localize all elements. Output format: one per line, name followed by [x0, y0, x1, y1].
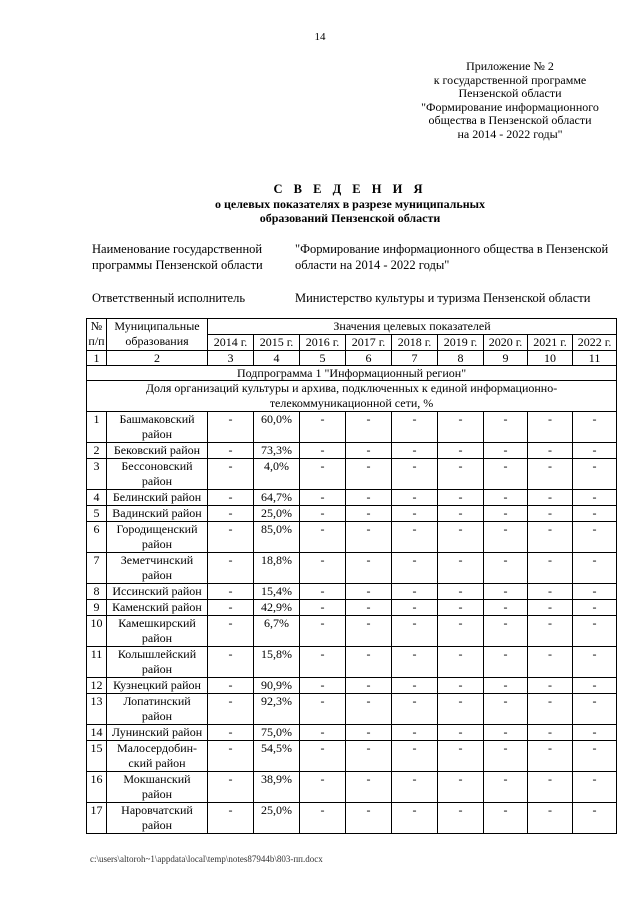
indicator-value: - — [484, 506, 528, 522]
column-number-cell: 5 — [300, 351, 346, 366]
indicator-value: - — [346, 522, 392, 553]
indicator-value: - — [300, 553, 346, 584]
municipality-name: Малосердобин-ский район — [107, 741, 208, 772]
indicator-value: - — [573, 412, 617, 443]
table-row — [87, 600, 617, 616]
header-year: 2014 г. — [208, 335, 254, 351]
table-row — [87, 412, 617, 443]
indicator-value: - — [392, 694, 438, 725]
header-year: 2020 г. — [484, 335, 528, 351]
row-number: 9 — [87, 600, 107, 616]
indicator-value: 6,7% — [254, 616, 300, 647]
column-number-cell: 6 — [346, 351, 392, 366]
row-number: 2 — [87, 443, 107, 459]
indicator-value: - — [300, 490, 346, 506]
indicator-value: - — [392, 647, 438, 678]
table-row — [87, 803, 617, 834]
municipality-name: Мокшанский район — [107, 772, 208, 803]
indicator-value: - — [300, 647, 346, 678]
indicator-value: - — [484, 741, 528, 772]
indicator-value: - — [438, 741, 484, 772]
subtitle-line-2: образований Пензенской области — [259, 210, 441, 225]
executor-label: Ответственный исполнитель — [92, 291, 246, 305]
indicator-value: 15,4% — [254, 584, 300, 600]
municipality-name: Иссинский район — [107, 584, 208, 600]
indicator-value: - — [392, 584, 438, 600]
indicator-value: - — [300, 772, 346, 803]
header-year: 2021 г. — [528, 335, 573, 351]
indicator-value: - — [392, 616, 438, 647]
indicator-value: - — [484, 459, 528, 490]
indicator-value: - — [346, 772, 392, 803]
indicator-value: - — [438, 694, 484, 725]
indicator-value: - — [300, 694, 346, 725]
header-number-line-2: п/п — [88, 334, 105, 348]
header-municipality — [107, 319, 208, 351]
municipality-name: Наровчатский район — [107, 803, 208, 834]
indicator-value: - — [438, 616, 484, 647]
indicator-value: - — [438, 772, 484, 803]
indicator-value: - — [208, 459, 254, 490]
header-number-line-1: № — [90, 319, 103, 333]
indicator-value: - — [392, 803, 438, 834]
indicator-value: - — [346, 741, 392, 772]
indicator-value: - — [208, 772, 254, 803]
indicator-value: - — [484, 725, 528, 741]
municipality-name: Башмаковский район — [107, 412, 208, 443]
indicator-value: - — [573, 616, 617, 647]
indicator-value: - — [484, 647, 528, 678]
indicator-value: - — [392, 506, 438, 522]
indicator-value: - — [528, 741, 573, 772]
row-number: 8 — [87, 584, 107, 600]
indicator-value: - — [438, 678, 484, 694]
indicator-value: 42,9% — [254, 600, 300, 616]
executor-value: Министерство культуры и туризма Пензенской области — [295, 291, 591, 305]
indicator-value: - — [528, 678, 573, 694]
indicator-value: 38,9% — [254, 772, 300, 803]
indicator-value: - — [528, 694, 573, 725]
column-number-cell: 1 — [87, 351, 107, 366]
indicator-value: - — [573, 506, 617, 522]
appendix-line: общества в Пензенской области — [428, 113, 592, 127]
indicator-value: - — [208, 584, 254, 600]
indicator-value: - — [346, 443, 392, 459]
header-year: 2018 г. — [392, 335, 438, 351]
indicator-value: - — [573, 725, 617, 741]
indicator-value: - — [484, 490, 528, 506]
row-number: 15 — [87, 741, 107, 772]
indicator-value: - — [300, 459, 346, 490]
row-number: 3 — [87, 459, 107, 490]
indicator-value: - — [528, 725, 573, 741]
indicator-value: - — [573, 741, 617, 772]
indicator-value: 73,3% — [254, 443, 300, 459]
table-row — [87, 678, 617, 694]
appendix-line: к государственной программе — [433, 72, 587, 87]
table-row — [87, 584, 617, 600]
indicator-value: - — [208, 553, 254, 584]
indicator-value: - — [208, 725, 254, 741]
indicator-value: - — [484, 803, 528, 834]
indicator-value: - — [346, 459, 392, 490]
indicator-value: - — [392, 490, 438, 506]
indicator-value: - — [528, 616, 573, 647]
indicator-value: 90,9% — [254, 678, 300, 694]
indicator-value: - — [438, 459, 484, 490]
table-row — [87, 725, 617, 741]
indicator-value: 92,3% — [254, 694, 300, 725]
municipality-name: Лунинский район — [107, 725, 208, 741]
indicator-value: 54,5% — [254, 741, 300, 772]
indicator-value: - — [346, 553, 392, 584]
program-value-line-2: области на 2014 - 2022 годы" — [295, 258, 450, 272]
indicator-value: 25,0% — [254, 803, 300, 834]
indicator-value: - — [392, 443, 438, 459]
appendix-line: на 2014 - 2022 годы" — [457, 126, 563, 141]
indicator-value: - — [438, 803, 484, 834]
indicator-title-line-1: Доля организаций культуры и архива, подключенных к единой информационно- — [145, 381, 558, 395]
table-row — [87, 616, 617, 647]
indicator-value: - — [208, 443, 254, 459]
indicator-value: 18,8% — [254, 553, 300, 584]
row-number: 4 — [87, 490, 107, 506]
indicator-value: - — [300, 678, 346, 694]
indicator-value: - — [300, 584, 346, 600]
indicator-value: - — [438, 725, 484, 741]
indicator-value: - — [484, 584, 528, 600]
indicator-value: - — [208, 616, 254, 647]
indicator-value: - — [300, 506, 346, 522]
indicator-value: - — [392, 522, 438, 553]
column-number-cell: 4 — [254, 351, 300, 366]
table-row — [87, 506, 617, 522]
indicator-value: - — [208, 490, 254, 506]
header-number — [87, 319, 107, 351]
appendix-line: Пензенской области — [458, 86, 562, 100]
indicator-value: - — [573, 647, 617, 678]
indicator-value: - — [438, 443, 484, 459]
indicator-title-line-2: телекоммуникационной сети, % — [269, 396, 434, 410]
indicator-value: - — [208, 741, 254, 772]
indicator-value: - — [208, 600, 254, 616]
header-year: 2019 г. — [438, 335, 484, 351]
indicator-value: 15,8% — [254, 647, 300, 678]
indicator-value: - — [438, 490, 484, 506]
indicators-table — [86, 318, 617, 834]
table-row — [87, 443, 617, 459]
indicator-value: - — [208, 412, 254, 443]
indicator-value: - — [208, 647, 254, 678]
indicator-value: - — [438, 600, 484, 616]
row-number: 7 — [87, 553, 107, 584]
row-number: 5 — [87, 506, 107, 522]
table-row — [87, 522, 617, 553]
indicator-value: 64,7% — [254, 490, 300, 506]
indicator-value: - — [392, 459, 438, 490]
indicator-value: - — [392, 678, 438, 694]
indicator-value: - — [346, 803, 392, 834]
appendix-note — [400, 60, 620, 141]
indicator-value: - — [528, 506, 573, 522]
indicator-value: - — [300, 412, 346, 443]
indicator-value: - — [573, 490, 617, 506]
indicator-value: - — [484, 600, 528, 616]
table-row — [87, 553, 617, 584]
indicator-value: - — [528, 647, 573, 678]
indicator-value: - — [528, 600, 573, 616]
indicator-value: - — [484, 616, 528, 647]
indicator-value: 75,0% — [254, 725, 300, 741]
indicator-value: - — [208, 522, 254, 553]
indicator-value: - — [392, 772, 438, 803]
program-label-line-1: Наименование государственной — [92, 242, 263, 256]
indicator-value: - — [208, 506, 254, 522]
municipality-name: Белинский район — [107, 490, 208, 506]
indicator-value: - — [484, 772, 528, 803]
indicator-value: - — [392, 600, 438, 616]
table-row — [87, 490, 617, 506]
indicator-value: - — [346, 412, 392, 443]
indicator-value: - — [392, 725, 438, 741]
program-value-line-1: "Формирование информационного общества в Пензенской — [295, 242, 609, 256]
indicator-value: - — [392, 553, 438, 584]
indicator-value: - — [438, 522, 484, 553]
subtitle-line-1: о целевых показателях в разрезе муниципальных — [214, 197, 486, 211]
indicator-value: - — [573, 600, 617, 616]
appendix-line: Приложение № 2 — [466, 59, 554, 73]
municipality-name: Вадинский район — [107, 506, 208, 522]
municipality-name: Кузнецкий район — [107, 678, 208, 694]
indicator-value: - — [528, 584, 573, 600]
indicator-value: - — [300, 443, 346, 459]
column-number-row — [87, 351, 617, 366]
indicator-value: - — [346, 584, 392, 600]
municipality-name: Земетчинский район — [107, 553, 208, 584]
column-number-cell: 3 — [208, 351, 254, 366]
indicator-value: - — [528, 459, 573, 490]
column-number-cell: 8 — [438, 351, 484, 366]
page-number: 14 — [314, 31, 326, 43]
indicator-value: - — [528, 490, 573, 506]
indicator-value: - — [573, 522, 617, 553]
indicator-value: - — [346, 490, 392, 506]
header-year: 2015 г. — [254, 335, 300, 351]
table-row — [87, 647, 617, 678]
indicator-value: - — [484, 443, 528, 459]
row-number: 12 — [87, 678, 107, 694]
indicator-value: - — [484, 522, 528, 553]
table-row — [87, 741, 617, 772]
municipality-name: Колышлейский район — [107, 647, 208, 678]
indicator-value: - — [573, 443, 617, 459]
indicator-value: - — [300, 803, 346, 834]
indicator-value: - — [346, 694, 392, 725]
program-label-line-2: программы Пензенской области — [92, 258, 263, 272]
indicator-value: - — [438, 506, 484, 522]
header-year: 2016 г. — [300, 335, 346, 351]
indicator-value: - — [438, 584, 484, 600]
indicator-value: - — [346, 600, 392, 616]
indicator-value: - — [346, 616, 392, 647]
indicator-value: - — [484, 678, 528, 694]
indicator-value: - — [300, 725, 346, 741]
indicator-value: - — [208, 694, 254, 725]
row-number: 6 — [87, 522, 107, 553]
indicator-value: - — [300, 600, 346, 616]
indicator-value: - — [528, 803, 573, 834]
indicator-value: - — [346, 506, 392, 522]
indicator-value: 60,0% — [254, 412, 300, 443]
indicator-value: - — [438, 412, 484, 443]
column-number-cell: 10 — [528, 351, 573, 366]
table-row — [87, 459, 617, 490]
indicator-value: - — [346, 678, 392, 694]
indicator-value: - — [573, 459, 617, 490]
indicator-title — [87, 381, 617, 412]
column-number-cell: 11 — [573, 351, 617, 366]
indicator-value: - — [573, 584, 617, 600]
indicator-value: - — [484, 553, 528, 584]
indicator-value: 25,0% — [254, 506, 300, 522]
municipality-name: Лопатинский район — [107, 694, 208, 725]
row-number: 16 — [87, 772, 107, 803]
row-number: 17 — [87, 803, 107, 834]
header-values-group: Значения целевых показателей — [208, 319, 617, 335]
row-number: 13 — [87, 694, 107, 725]
indicator-value: - — [392, 741, 438, 772]
indicator-value: - — [300, 616, 346, 647]
indicator-value: - — [528, 553, 573, 584]
document-subtitle — [0, 198, 640, 225]
indicator-value: - — [528, 443, 573, 459]
indicator-value: - — [438, 553, 484, 584]
indicator-value: - — [346, 725, 392, 741]
column-number-cell: 7 — [392, 351, 438, 366]
table-row — [87, 772, 617, 803]
municipality-name: Городищенский район — [107, 522, 208, 553]
indicator-value: - — [484, 694, 528, 725]
municipality-name: Бековский район — [107, 443, 208, 459]
column-number-cell: 2 — [107, 351, 208, 366]
indicator-value: - — [438, 647, 484, 678]
indicator-value: - — [392, 412, 438, 443]
indicator-value: - — [300, 522, 346, 553]
indicator-value: - — [300, 741, 346, 772]
municipality-name: Бессоновский район — [107, 459, 208, 490]
appendix-line: "Формирование информационного — [421, 99, 599, 114]
indicator-value: - — [573, 678, 617, 694]
indicator-value: 85,0% — [254, 522, 300, 553]
indicator-value: - — [573, 803, 617, 834]
indicator-value: 4,0% — [254, 459, 300, 490]
row-number: 10 — [87, 616, 107, 647]
indicator-value: - — [573, 772, 617, 803]
footer-file-path: c:\users\altoroh~1\appdata\local\temp\notes87944b\803-пп.docx — [90, 854, 323, 864]
column-number-cell: 9 — [484, 351, 528, 366]
row-number: 14 — [87, 725, 107, 741]
indicator-value: - — [528, 412, 573, 443]
indicator-value: - — [208, 803, 254, 834]
row-number: 11 — [87, 647, 107, 678]
municipality-name: Камешкирский район — [107, 616, 208, 647]
header-year: 2017 г. — [346, 335, 392, 351]
indicator-value: - — [484, 412, 528, 443]
indicator-value: - — [528, 772, 573, 803]
indicator-value: - — [573, 694, 617, 725]
indicator-value: - — [573, 553, 617, 584]
municipality-name: Каменский район — [107, 600, 208, 616]
indicator-value: - — [208, 678, 254, 694]
header-year: 2022 г. — [573, 335, 617, 351]
subprogram-title: Подпрограмма 1 "Информационный регион" — [87, 366, 617, 381]
table-body — [87, 351, 617, 834]
program-label — [92, 241, 263, 273]
header-municipality-line-1: Муниципальные — [114, 319, 200, 333]
program-value — [295, 241, 620, 273]
indicator-value: - — [346, 647, 392, 678]
table-row — [87, 694, 617, 725]
header-municipality-line-2: образования — [125, 334, 189, 348]
row-number: 1 — [87, 412, 107, 443]
document-title: С В Е Д Е Н И Я — [273, 182, 427, 196]
indicator-value: - — [528, 522, 573, 553]
